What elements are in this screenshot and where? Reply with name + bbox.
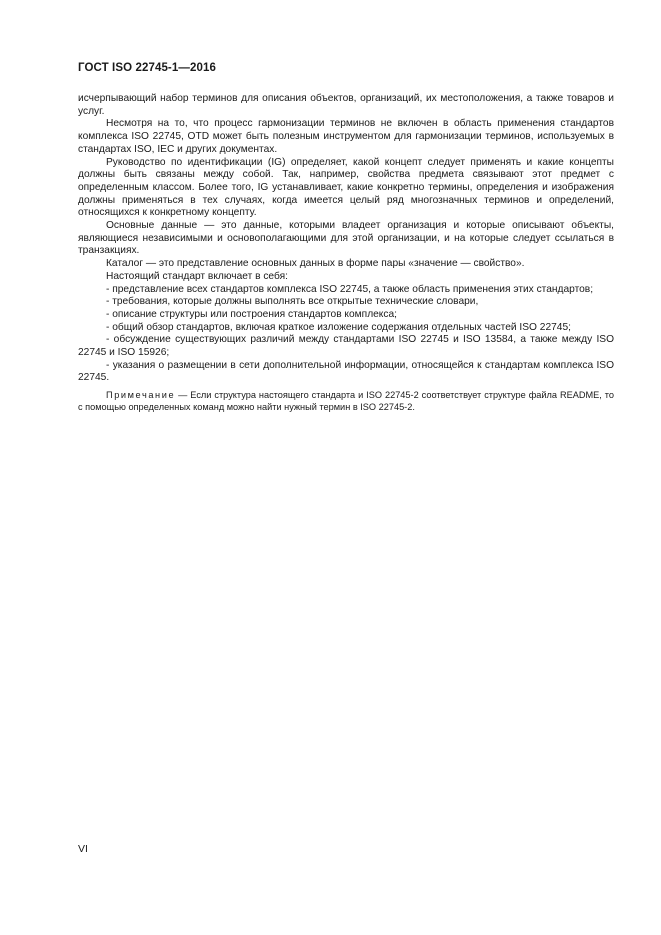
document-header: ГОСТ ISO 22745-1—2016: [78, 62, 216, 74]
note: [78, 390, 614, 414]
paragraph: Несмотря на то, что процесс гармонизации терминов не включен в область применения стандартов комплекса ISO 22745, OTD может быть полезным инструментом для гармонизации терминов, используемых в стандартах ISO, IEC и других документах.: [78, 118, 614, 155]
list-item: - указания о размещении в сети дополнительной информации, относящейся к стандартам комплекса ISO 22745.: [78, 359, 614, 384]
document-body: [78, 93, 614, 414]
paragraph: Настоящий стандарт включает в себя:: [106, 270, 288, 282]
paragraph: Каталог — это представление основных данных в форме пары «значение — свойство».: [106, 258, 525, 270]
page-number: VI: [78, 843, 88, 855]
list-item: - описание структуры или построения стандартов комплекса;: [106, 308, 397, 320]
list-item: - представление всех стандартов комплекса ISO 22745, а также область применения этих стандартов;: [106, 283, 594, 295]
list-item: - общий обзор стандартов, включая краткое изложение содержания отдельных частей ISO 22745;: [106, 321, 571, 333]
note-text: — Если структура настоящего стандарта и ISO 22745-2 соответствует структуре файла README, то с помощью определенных команд можно найти нужный термин в ISO 22745-2.: [78, 390, 614, 412]
note-label: Примечание: [106, 390, 176, 401]
paragraph: Руководство по идентификации (IG) определяет, какой концепт следует применять и какие концепты должны быть связаны между собой. Так, например, свойства предмета связывают этот предмет с определенным классом. Более того, IG устанавливает, какие конкретно термины, определения и изображения должны применяться в тех случаях, когда имеется целый ряд многозначных терминов и определений, относящихся к конкретному концепту.: [78, 156, 614, 219]
paragraph: исчерпывающий набор терминов для описания объектов, организаций, их местоположения, а также товаров и услуг.: [78, 93, 614, 117]
paragraph: Основные данные — это данные, которыми владеет организация и которые описывают объекты, являющиеся независимыми и основополагающими для этой организации, и на которые следует ссылаться в транзакциях.: [78, 220, 614, 257]
list-item: - требования, которые должны выполнять все открытые технические словари,: [106, 296, 479, 308]
list-item: - обсуждение существующих различий между стандартами ISO 22745 и ISO 13584, а также между ISO 22745 и ISO 15926;: [78, 334, 614, 359]
